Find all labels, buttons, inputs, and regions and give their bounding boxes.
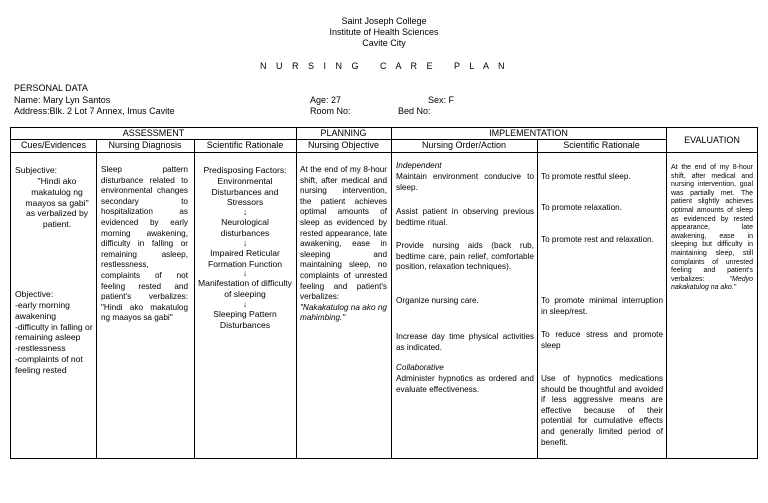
objective-text: At the end of my 8-hour shift, after medical and nursing intervention, the patient achieves optimal amounts of sleep as evidenced by rested appearance, late awakening, ease in sleeping and maintaining sleep, no complaints of unrested feeling and patient's verbalizes:: [300, 165, 387, 302]
impl-rationale-item: To reduce stress and promote sleep: [541, 330, 663, 350]
col-divider: [391, 128, 392, 458]
evaluation-header: EVALUATION: [684, 135, 740, 145]
impl-rationale-item: To promote restful sleep.: [541, 172, 631, 181]
subjective-label: Subjective:: [15, 165, 58, 175]
order-item: Administer hypnotics as ordered and evaluate effectiveness.: [396, 374, 534, 394]
rationale-step: Environmental Disturbances and Stressors: [211, 175, 279, 208]
arrow-down-icon: ↓: [242, 207, 248, 218]
col-divider: [296, 128, 297, 458]
rationale-column-header: Scientific Rationale: [206, 140, 284, 150]
objective-label: Objective:: [15, 289, 54, 299]
patient-age: Age: 27: [310, 95, 342, 105]
order-item: Increase day time physical activities as indicated.: [396, 332, 534, 352]
row-divider: [11, 152, 758, 153]
patient-name: Name: Mary Lyn Santos: [14, 95, 111, 105]
institute-name: Institute of Health Sciences: [329, 27, 439, 37]
arrow-down-icon: ↓: [242, 237, 248, 248]
objective-quote: "Nakakatulog na ako ng mahimbing.": [300, 302, 387, 323]
arrow-down-icon: ↓: [242, 298, 248, 309]
order-item: Provide nursing aids (back rub, bedtime care, pain relief, comfortable position, relaxation techniques).: [396, 241, 534, 272]
independent-label: Independent: [396, 161, 442, 170]
cues-column-header: Cues/Evidences: [20, 140, 87, 150]
patient-address: Address:Blk. 2 Lot 7 Annex, Imus Cavite: [14, 106, 175, 116]
nursing-objective: [300, 165, 387, 324]
nursing-diagnosis: Sleep pattern disturbance related to environmental changes secondary to hospitalization as evidenced by early morning awakening, difficulty in falling or remaining asleep, restlessness, complaints of not feeling rested and patient's verbalizes: "Hindi ako makatulog ng maayos sa gabi": [101, 165, 188, 323]
col-divider: [96, 140, 97, 458]
diagnosis-column-header: Nursing Diagnosis: [108, 140, 182, 150]
col-divider: [194, 140, 195, 458]
evaluation-quote: "Medyo nakakatulog na ako.": [671, 275, 753, 292]
city-name: Cavite City: [362, 38, 406, 48]
order-item: Assist patient in observing previous bedtime ritual.: [396, 207, 534, 227]
document-title: N U R S I N G C A R E P L A N: [259, 61, 509, 71]
implementation-header: IMPLEMENTATION: [489, 128, 568, 138]
impl-rationale-item: To promote relaxation.: [541, 203, 623, 212]
collaborative-label: Collaborative: [396, 363, 444, 372]
rationale-step: Manifestation of difficulty of sleeping: [198, 278, 292, 300]
room-number: Room No:: [310, 106, 351, 116]
evaluation-text: [671, 164, 753, 293]
rationale-step: Neurological disturbances: [220, 217, 270, 238]
rationale-flow: [197, 165, 293, 331]
impl-rationale-item: To promote minimal interruption in sleep/rest.: [541, 296, 663, 316]
assessment-header: ASSESSMENT: [122, 128, 185, 138]
objective-cues: -early morning awakening -difficulty in falling or remaining asleep -restlessness -complaints of not feeling rested: [15, 300, 93, 375]
order-column-header: Nursing Order/Action: [421, 140, 507, 150]
impl-rationale-item: To promote rest and relaxation.: [541, 235, 654, 244]
patient-sex: Sex: F: [428, 95, 455, 105]
order-item: Organize nursing care.: [396, 296, 479, 305]
objective-column-header: Nursing Objective: [307, 140, 380, 150]
evaluation-body: At the end of my 8-hour shift, after medical and nursing intervention, goal was partially met. The patient slightly achieves optimal amounts of sleep as evidenced by rested appearance, late awakening, ease in sleeping but difficulty in maintaining sleep, still complaints of unrested feeling and patient's verbalizes:: [671, 164, 753, 283]
rationale-step: Impaired Reticular Formation Function: [207, 247, 283, 269]
col-divider: [666, 128, 667, 458]
planning-header: PLANNING: [320, 128, 367, 138]
bed-number: Bed No:: [398, 106, 431, 116]
care-plan-table: [10, 127, 758, 459]
impl-rationale-item: Use of hypnotics medications should be thoughtful and avoided if less aggressive means are effective because of their potential for cumulative effects and generally limited period of benefit.: [541, 374, 663, 447]
arrow-down-icon: ↓: [242, 268, 248, 279]
order-item: Maintain environment conducive to sleep.: [396, 172, 534, 192]
college-name: Saint Joseph College: [341, 16, 427, 26]
rationale-step: Sleeping Pattern Disturbances: [213, 308, 277, 330]
col-divider: [537, 140, 538, 458]
impl-rationale-column-header: Scientific Rationale: [563, 140, 640, 150]
subjective-quote: "Hindi ako makatulog ng maayos sa gabi" as verbalized by patient.: [25, 176, 89, 230]
rationale-step: Predisposing Factors:: [203, 165, 287, 175]
personal-data-heading: PERSONAL DATA: [14, 83, 88, 93]
